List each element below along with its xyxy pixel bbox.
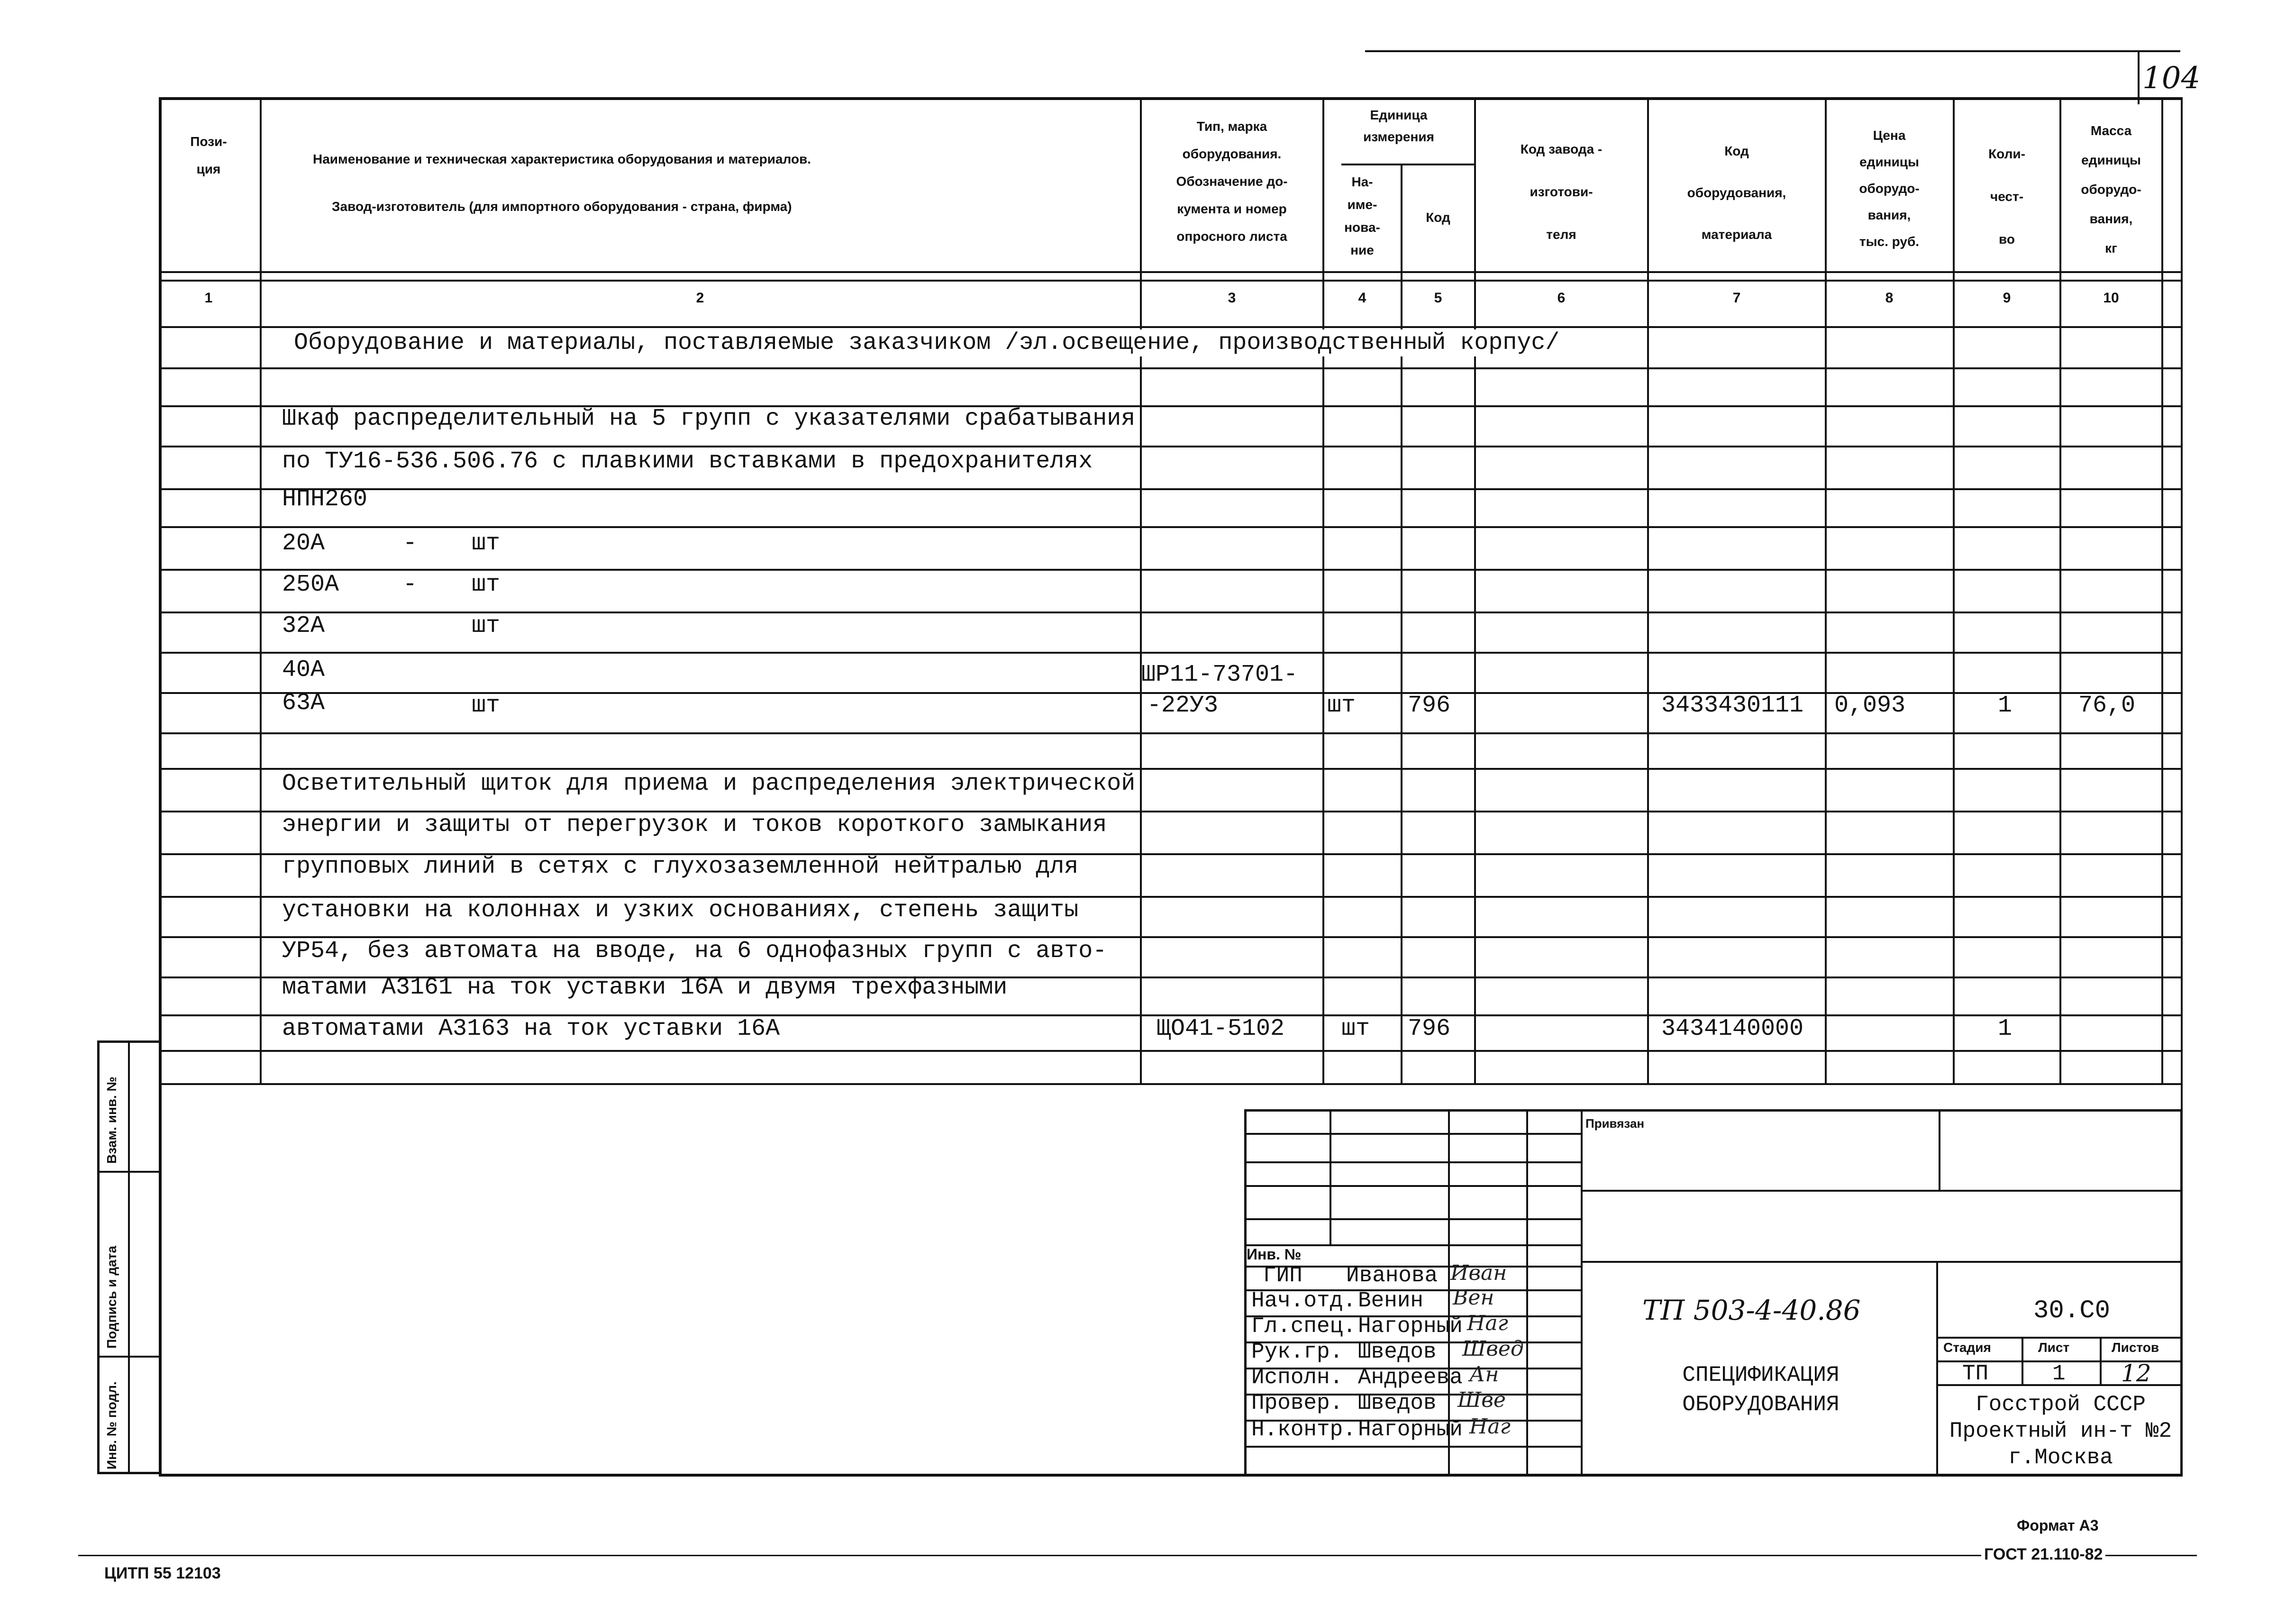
stamp-role: ГИП — [1263, 1263, 1302, 1288]
fuse-rating: 250А — [282, 571, 339, 598]
item1-mass: 76,0 — [2078, 692, 2136, 719]
stamp-signature: Ан — [1469, 1362, 1499, 1387]
row-line — [159, 732, 2183, 734]
stamp-name: Венин — [1358, 1288, 1424, 1313]
item1-line: по ТУ16-536.506.76 с плавкими вставками в предохранителях — [282, 448, 1093, 475]
header-bottom-line — [159, 271, 2183, 273]
fuse-unit: шт — [472, 571, 501, 598]
colnum-1: 1 — [204, 290, 213, 306]
fuse-rating: 20А — [282, 530, 325, 557]
row-line — [159, 488, 2183, 490]
footer-line — [78, 1555, 2197, 1556]
hdr-col8: Цена единицы оборудо- вания, тыс. руб. — [1859, 128, 1920, 249]
row-line — [159, 367, 2183, 369]
stamp-name: Шведов — [1358, 1340, 1437, 1364]
item1-line: Шкаф распределительный на 5 групп с указателями срабатывания — [282, 405, 1136, 432]
side-strip-line — [97, 1356, 161, 1358]
fuse-dash: - — [403, 530, 418, 557]
item1-qty: 1 — [1998, 692, 2013, 719]
row-line — [159, 611, 2183, 613]
colnum-2: 2 — [696, 290, 704, 306]
item2-line: УР54, без автомата на вводе, на 6 однофазных групп с авто- — [282, 938, 1107, 965]
stamp-grid-line — [1581, 1261, 2183, 1263]
sheets-label: Листов — [2112, 1340, 2159, 1355]
item1-equipment-code: 3433430111 — [1661, 692, 1804, 719]
item1-type: -22У3 — [1147, 692, 1219, 719]
stamp-signature: Шве — [1457, 1388, 1506, 1412]
fuse-rating: 32А — [282, 612, 325, 639]
stamp-signature: Швед — [1462, 1337, 1524, 1361]
colnum-bottom-line — [159, 326, 2183, 328]
stamp-name: Андреева — [1358, 1365, 1463, 1390]
stamp-grid-line — [1244, 1446, 1581, 1448]
doc-title: СПЕЦИФИКАЦИЯ ОБОРУДОВАНИЯ — [1682, 1363, 1840, 1417]
row-line — [159, 1050, 2183, 1052]
org-block: Госстрой СССР Проектный ин-т №2 г.Москва — [1949, 1392, 2172, 1470]
colnum-9: 9 — [2003, 290, 2011, 306]
hdr-col4: На- име- нова- ние — [1344, 174, 1380, 257]
hdr-col3: Тип, марка оборудования. Обозначение до- кумента и номер опросного листа — [1176, 119, 1288, 244]
sheets-value: 12 — [2121, 1359, 2151, 1387]
item2-line: Осветительный щиток для приема и распределения электрической — [282, 770, 1136, 797]
item2-equipment-code: 3434140000 — [1661, 1015, 1804, 1042]
stamp-grid-line — [1244, 1161, 1581, 1163]
item2-line: групповых линий в сетях с глухозаземленной нейтралью для — [282, 853, 1079, 880]
colnum-5: 5 — [1434, 290, 1442, 306]
stamp-signature: Наг — [1467, 1311, 1508, 1335]
col-line-2 — [1140, 97, 1142, 1083]
format-label: Формат А3 — [2017, 1517, 2099, 1534]
hdr-col5: Код — [1426, 210, 1450, 225]
item2-type: ЩО41-5102 — [1157, 1015, 1285, 1042]
item2-line: энергии и защиты от перегрузок и токов короткого замыкания — [282, 812, 1107, 839]
item1-type: ШР11-73701- — [1141, 661, 1298, 688]
stamp-grid-line — [1244, 1133, 1581, 1135]
item2-line: установки на колоннах и узких основаниях, степень защиты — [282, 897, 1079, 924]
colnum-8: 8 — [1885, 290, 1894, 306]
side-label-inv-vzam: Взам. инв. № — [104, 1077, 119, 1164]
fuse-unit: шт — [472, 530, 501, 557]
colnum-10: 10 — [2103, 290, 2119, 306]
col-line-8 — [1953, 97, 1955, 1083]
side-label-sign-date: Подпись и дата — [104, 1246, 119, 1349]
hdr-unit-title: Единица измерения — [1363, 108, 1434, 144]
col-line-5 — [1474, 97, 1476, 1083]
stamp-signature: Вен — [1453, 1286, 1494, 1310]
item2-code: 796 — [1408, 1015, 1451, 1042]
stamp-name: Шведов — [1358, 1391, 1437, 1415]
header-bottom-line-2 — [159, 280, 2183, 282]
item1-price: 0,093 — [1834, 692, 1906, 719]
stamp-name: Нагорный — [1358, 1417, 1463, 1442]
hdr-col1: Пози- ция — [190, 134, 227, 176]
fuse-rating: 63А — [282, 690, 325, 717]
stamp-name: Иванова — [1346, 1263, 1438, 1288]
sheet-value: 1 — [2052, 1361, 2066, 1386]
col-line-9 — [2059, 97, 2061, 1083]
side-strip-divider — [128, 1040, 130, 1474]
stamp-grid-line — [2022, 1337, 2023, 1384]
item1-line: НПН260 — [282, 486, 368, 513]
row-line — [159, 526, 2183, 528]
stamp-grid-line — [1936, 1337, 2183, 1339]
item2-line: автоматами А3163 на ток уставки 16А — [282, 1015, 780, 1042]
fuse-dash: - — [403, 571, 418, 598]
colnum-4: 4 — [1358, 290, 1366, 306]
stamp-role: Рук.гр. — [1251, 1340, 1343, 1364]
top-border-line — [1365, 50, 2180, 52]
stamp-inv-no: Инв. № — [1247, 1246, 1302, 1263]
side-strip-line — [97, 1171, 161, 1173]
section-title: Оборудование и материалы, поставляемые заказчиком /эл.освещение, производственный корпус/ — [294, 329, 1564, 356]
stamp-role: Нач.отд. — [1251, 1288, 1356, 1313]
stamp-grid-line — [1244, 1185, 1581, 1187]
page-number-border — [2138, 52, 2140, 104]
col-line-10 — [2161, 97, 2163, 1083]
stamp-name: Нагорный — [1358, 1314, 1463, 1339]
stamp-role: Исполн. — [1251, 1365, 1343, 1390]
stamp-role: Н.контр. — [1251, 1417, 1356, 1442]
stamp-grid-line — [2100, 1337, 2102, 1384]
unit-subheader-line — [1341, 164, 1474, 165]
row-line — [159, 768, 2183, 770]
item1-unit: шт — [1327, 692, 1356, 719]
hdr-col10: Масса единицы оборудо- вания, кг — [2081, 123, 2141, 255]
stamp-signature: Наг — [1469, 1414, 1511, 1439]
citp-label: ЦИТП 55 12103 — [104, 1564, 221, 1582]
stamp-signature: Иван — [1450, 1261, 1507, 1285]
item1-code: 796 — [1408, 692, 1451, 719]
stage-value: ТП — [1962, 1361, 1989, 1386]
item2-unit: шт — [1341, 1015, 1370, 1042]
stamp-grid-line — [1581, 1109, 1583, 1477]
project-code: ТП 503-4-40.86 — [1642, 1294, 1861, 1326]
sheet-code: 30.С0 — [2033, 1296, 2111, 1325]
colnum-3: 3 — [1228, 290, 1236, 306]
stamp-role: Провер. — [1251, 1391, 1343, 1415]
colnum-7: 7 — [1732, 290, 1741, 306]
stamp-grid-line — [1330, 1109, 1331, 1244]
fuse-unit: шт — [472, 692, 501, 719]
page-number: 104 — [2142, 61, 2201, 96]
row-line — [159, 1083, 2183, 1085]
hdr-col9: Коли- чест- во — [1988, 146, 2025, 246]
col-line-1 — [260, 97, 262, 1083]
side-label-inv-podl: Инв. № подл. — [104, 1381, 119, 1469]
col-line-4 — [1401, 164, 1402, 1083]
col-line-7 — [1825, 97, 1827, 1083]
hdr-col6: Код завода - изготови- теля — [1520, 142, 1603, 242]
stamp-privyazan: Привязан — [1585, 1116, 1645, 1131]
item2-qty: 1 — [1998, 1015, 2013, 1042]
fuse-rating: 40А — [282, 657, 325, 684]
hdr-col2-line2: Завод-изготовитель (для импортного оборудования - страна, фирма) — [332, 199, 792, 214]
sheet-label: Лист — [2038, 1340, 2070, 1355]
hdr-col2-line1: Наименование и техническая характеристика оборудования и материалов. — [313, 152, 811, 166]
stamp-role: Гл.спец. — [1251, 1314, 1356, 1339]
row-line — [159, 446, 2183, 447]
fuse-unit: шт — [472, 612, 501, 639]
row-line — [159, 569, 2183, 571]
colnum-6: 6 — [1557, 290, 1566, 306]
col-line-6 — [1647, 97, 1649, 1083]
row-line — [159, 652, 2183, 654]
hdr-col7: Код оборудования, материала — [1687, 144, 1786, 242]
stage-label: Стадия — [1943, 1340, 1991, 1355]
col-line-3 — [1322, 97, 1324, 1083]
stamp-grid-line — [1244, 1218, 1581, 1220]
stamp-grid-line — [1939, 1109, 1940, 1190]
stamp-grid-line — [1936, 1261, 1938, 1477]
item2-line: матами А3161 на ток уставки 16А и двумя трехфазными — [282, 974, 1008, 1001]
gost-label: ГОСТ 21.110-82 — [1981, 1545, 2105, 1564]
stamp-grid-line — [1581, 1190, 2183, 1192]
